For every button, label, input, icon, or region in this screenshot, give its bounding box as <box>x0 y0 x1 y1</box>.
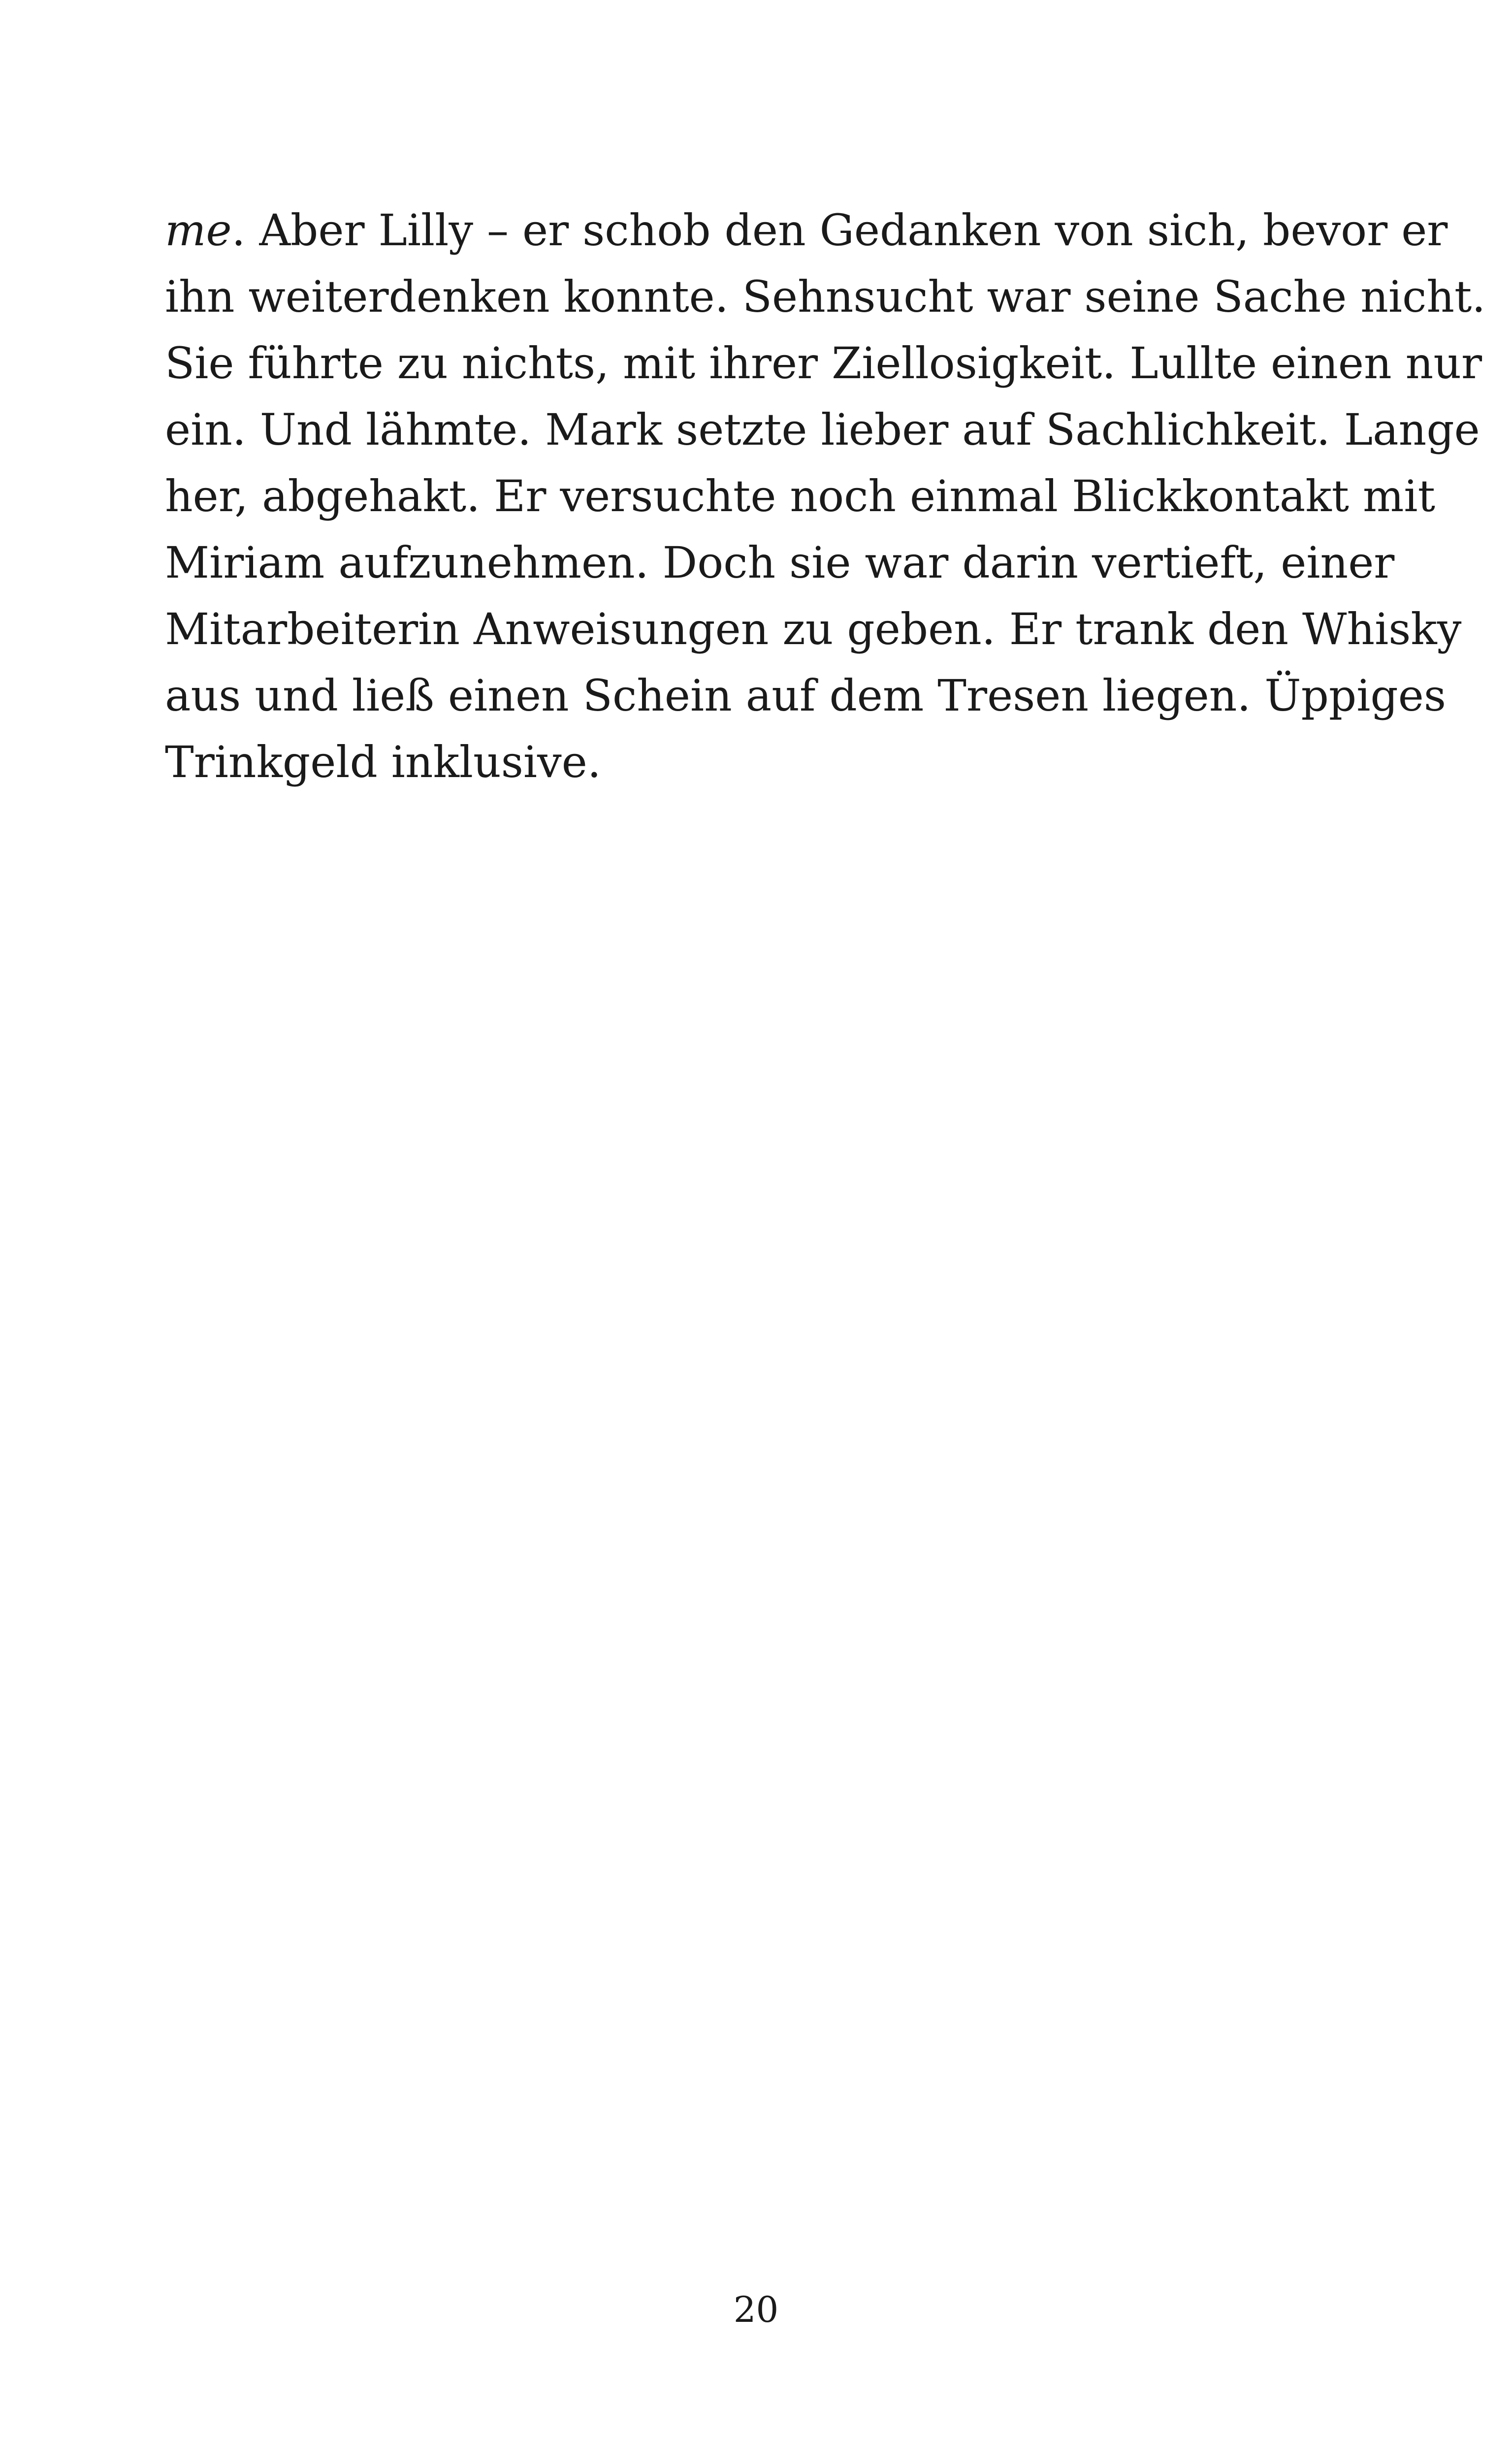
page-number: 20 <box>733 2289 779 2330</box>
text-line-4: ein. Und lähmte. Mark setzte lieber auf Sachlichkeit. Lange <box>165 404 1480 455</box>
text-line-6: Miriam aufzunehmen. Doch sie war darin vertieft, einer <box>165 537 1395 588</box>
text-line-2: ihn weiterdenken konnte. Sehnsucht war seine Sache nicht. <box>165 271 1486 322</box>
text-line-7: Mitarbeiterin Anweisungen zu geben. Er trank den Whisky <box>165 604 1462 654</box>
text-line-9: Trinkgeld inklusive. <box>165 737 601 787</box>
text-line-8: aus und ließ einen Schein auf dem Tresen liegen. Üppiges <box>165 670 1446 721</box>
italic-word: me <box>165 205 232 256</box>
text-line-3: Sie führte zu nichts, mit ihrer Ziellosigkeit. Lullte einen nur <box>165 338 1482 389</box>
text-line-1-rest: . Aber Lilly – er schob den Gedanken von sich, bevor er <box>231 205 1448 256</box>
body-text <box>165 197 1486 795</box>
text-line-1 <box>165 197 1448 263</box>
text-line-5: her, abgehakt. Er versuchte noch einmal Blickkontakt mit <box>165 471 1435 521</box>
